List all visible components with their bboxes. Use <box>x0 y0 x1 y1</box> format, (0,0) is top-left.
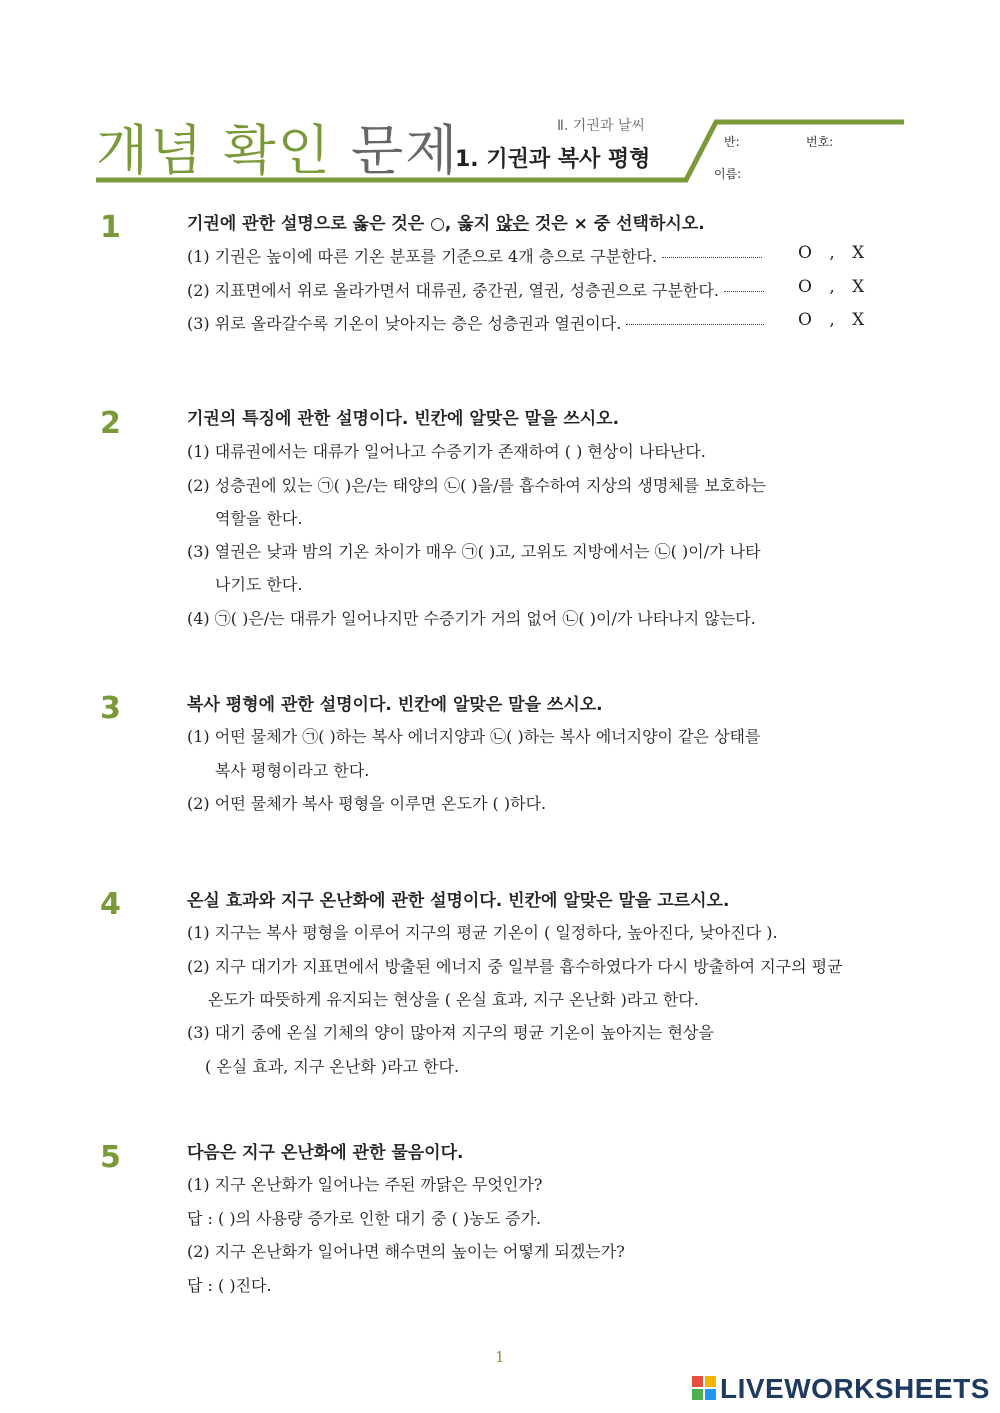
class-label: 반: <box>724 135 740 149</box>
item-text: (1) 기권은 높이에 따른 기온 분포를 기준으로 4개 층으로 구분한다. <box>187 247 658 266</box>
question-prompt: 기권의 특징에 관한 설명이다. 빈칸에 알맞은 말을 쓰시오. <box>187 409 620 429</box>
list-item <box>187 311 764 334</box>
question-number: 1 <box>100 210 121 245</box>
liveworksheets-logo <box>692 1373 990 1405</box>
answer-line: 답 : ( )진다. <box>187 1276 272 1295</box>
question-number: 2 <box>100 406 121 441</box>
list-item: (1) 지구는 복사 평형을 이루어 지구의 평균 기온이 ( 일정하다, 높아진다, 낮아진다 ). <box>187 923 778 942</box>
leader-dots <box>724 291 764 292</box>
prompt-text: 기권에 관한 설명으로 옳은 것은 ○, 옳지 <box>187 214 497 234</box>
list-item: (3) 대기 중에 온실 기체의 양이 많아져 지구의 평균 기온이 높아지는 현상을 <box>187 1023 714 1042</box>
choice-o[interactable]: O <box>798 243 812 263</box>
question-number: 3 <box>100 691 121 726</box>
question-number: 5 <box>100 1140 121 1175</box>
logo-icon <box>692 1376 716 1400</box>
choice-separator: , <box>829 243 835 263</box>
prompt-text: 것은 × 중 선택하시오. <box>528 214 705 234</box>
choice-x[interactable]: X <box>852 277 865 297</box>
page-number: 1 <box>495 1348 505 1366</box>
leader-dots <box>626 324 764 325</box>
question-prompt: 복사 평형에 관한 설명이다. 빈칸에 알맞은 말을 쓰시오. <box>187 695 603 715</box>
list-item-continuation: 복사 평형이라고 한다. <box>215 761 370 780</box>
list-item-continuation: 역할을 한다. <box>215 509 303 528</box>
choice-separator: , <box>829 310 835 330</box>
list-item: (2) 성층권에 있는 ㉠( )은/는 태양의 ㉡( )을/를 흡수하여 지상의 생명체를 보호하는 <box>187 476 767 495</box>
logo-text: LIVEWORKSHEETS <box>720 1373 990 1404</box>
choice-separator: , <box>829 277 835 297</box>
list-item: (3) 열권은 낮과 밤의 기온 차이가 매우 ㉠( )고, 고위도 지방에서는 ㉡( )이/가 나타 <box>187 542 761 561</box>
list-item: (2) 지구 온난화가 일어나면 해수면의 높이는 어떻게 되겠는가? <box>187 1242 625 1261</box>
list-item: (1) 대류권에서는 대류가 일어나고 수증기가 존재하여 ( ) 현상이 나타난다. <box>187 442 706 461</box>
list-item: (1) 지구 온난화가 일어나는 주된 까닭은 무엇인가? <box>187 1175 543 1194</box>
question-number: 4 <box>100 887 121 922</box>
list-item-continuation: 나기도 한다. <box>215 575 303 594</box>
ox-choice[interactable] <box>798 310 864 330</box>
leader-dots <box>662 257 762 258</box>
answer-line: 답 : ( )의 사용량 증가로 인한 대기 중 ( )농도 증가. <box>187 1209 542 1228</box>
name-label: 이름: <box>714 167 742 181</box>
list-item: (4) ㉠( )은/는 대류가 일어나지만 수증기가 거의 없어 ㉡( )이/가 나타나지 않는다. <box>187 609 756 628</box>
item-text: (2) 지표면에서 위로 올라가면서 대류권, 중간권, 열권, 성층권으로 구분한다. <box>187 281 719 300</box>
number-label: 번호: <box>806 135 834 149</box>
choice-x[interactable]: X <box>852 243 865 263</box>
list-item <box>187 278 764 301</box>
chapter-label: Ⅱ. 기권과 날씨 <box>557 118 645 134</box>
question-prompt <box>187 209 705 234</box>
section-subtitle: 1. 기권과 복사 평형 <box>455 147 651 172</box>
list-item-continuation: ( 온실 효과, 지구 온난화 )라고 한다. <box>205 1057 460 1076</box>
choice-o[interactable]: O <box>798 277 812 297</box>
choice-o[interactable]: O <box>798 310 812 330</box>
item-text: (3) 위로 올라갈수록 기온이 낮아지는 층은 성층권과 열권이다. <box>187 314 622 333</box>
choice-x[interactable]: X <box>852 310 865 330</box>
prompt-underlined: 않은 <box>496 214 529 234</box>
list-item: (1) 어떤 물체가 ㉠( )하는 복사 에너지양과 ㉡( )하는 복사 에너지양이 같은 상태를 <box>187 727 761 746</box>
list-item <box>187 244 762 267</box>
ox-choice[interactable] <box>798 277 864 297</box>
ox-choice[interactable] <box>798 243 864 263</box>
list-item-continuation: 온도가 따뜻하게 유지되는 현상을 ( 온실 효과, 지구 온난화 )라고 한다. <box>208 990 699 1009</box>
list-item: (2) 지구 대기가 지표면에서 방출된 에너지 중 일부를 흡수하였다가 다시 방출하여 지구의 평균 <box>187 957 843 976</box>
question-prompt: 온실 효과와 지구 온난화에 관한 설명이다. 빈칸에 알맞은 말을 고르시오. <box>187 891 730 911</box>
title-part1: 개념 확인 <box>96 119 332 182</box>
title-part2: 문제 <box>351 119 460 182</box>
list-item: (2) 어떤 물체가 복사 평형을 이루면 온도가 ( )하다. <box>187 794 547 813</box>
question-prompt: 다음은 지구 온난화에 관한 물음이다. <box>187 1143 464 1163</box>
header-rule <box>0 0 1000 200</box>
